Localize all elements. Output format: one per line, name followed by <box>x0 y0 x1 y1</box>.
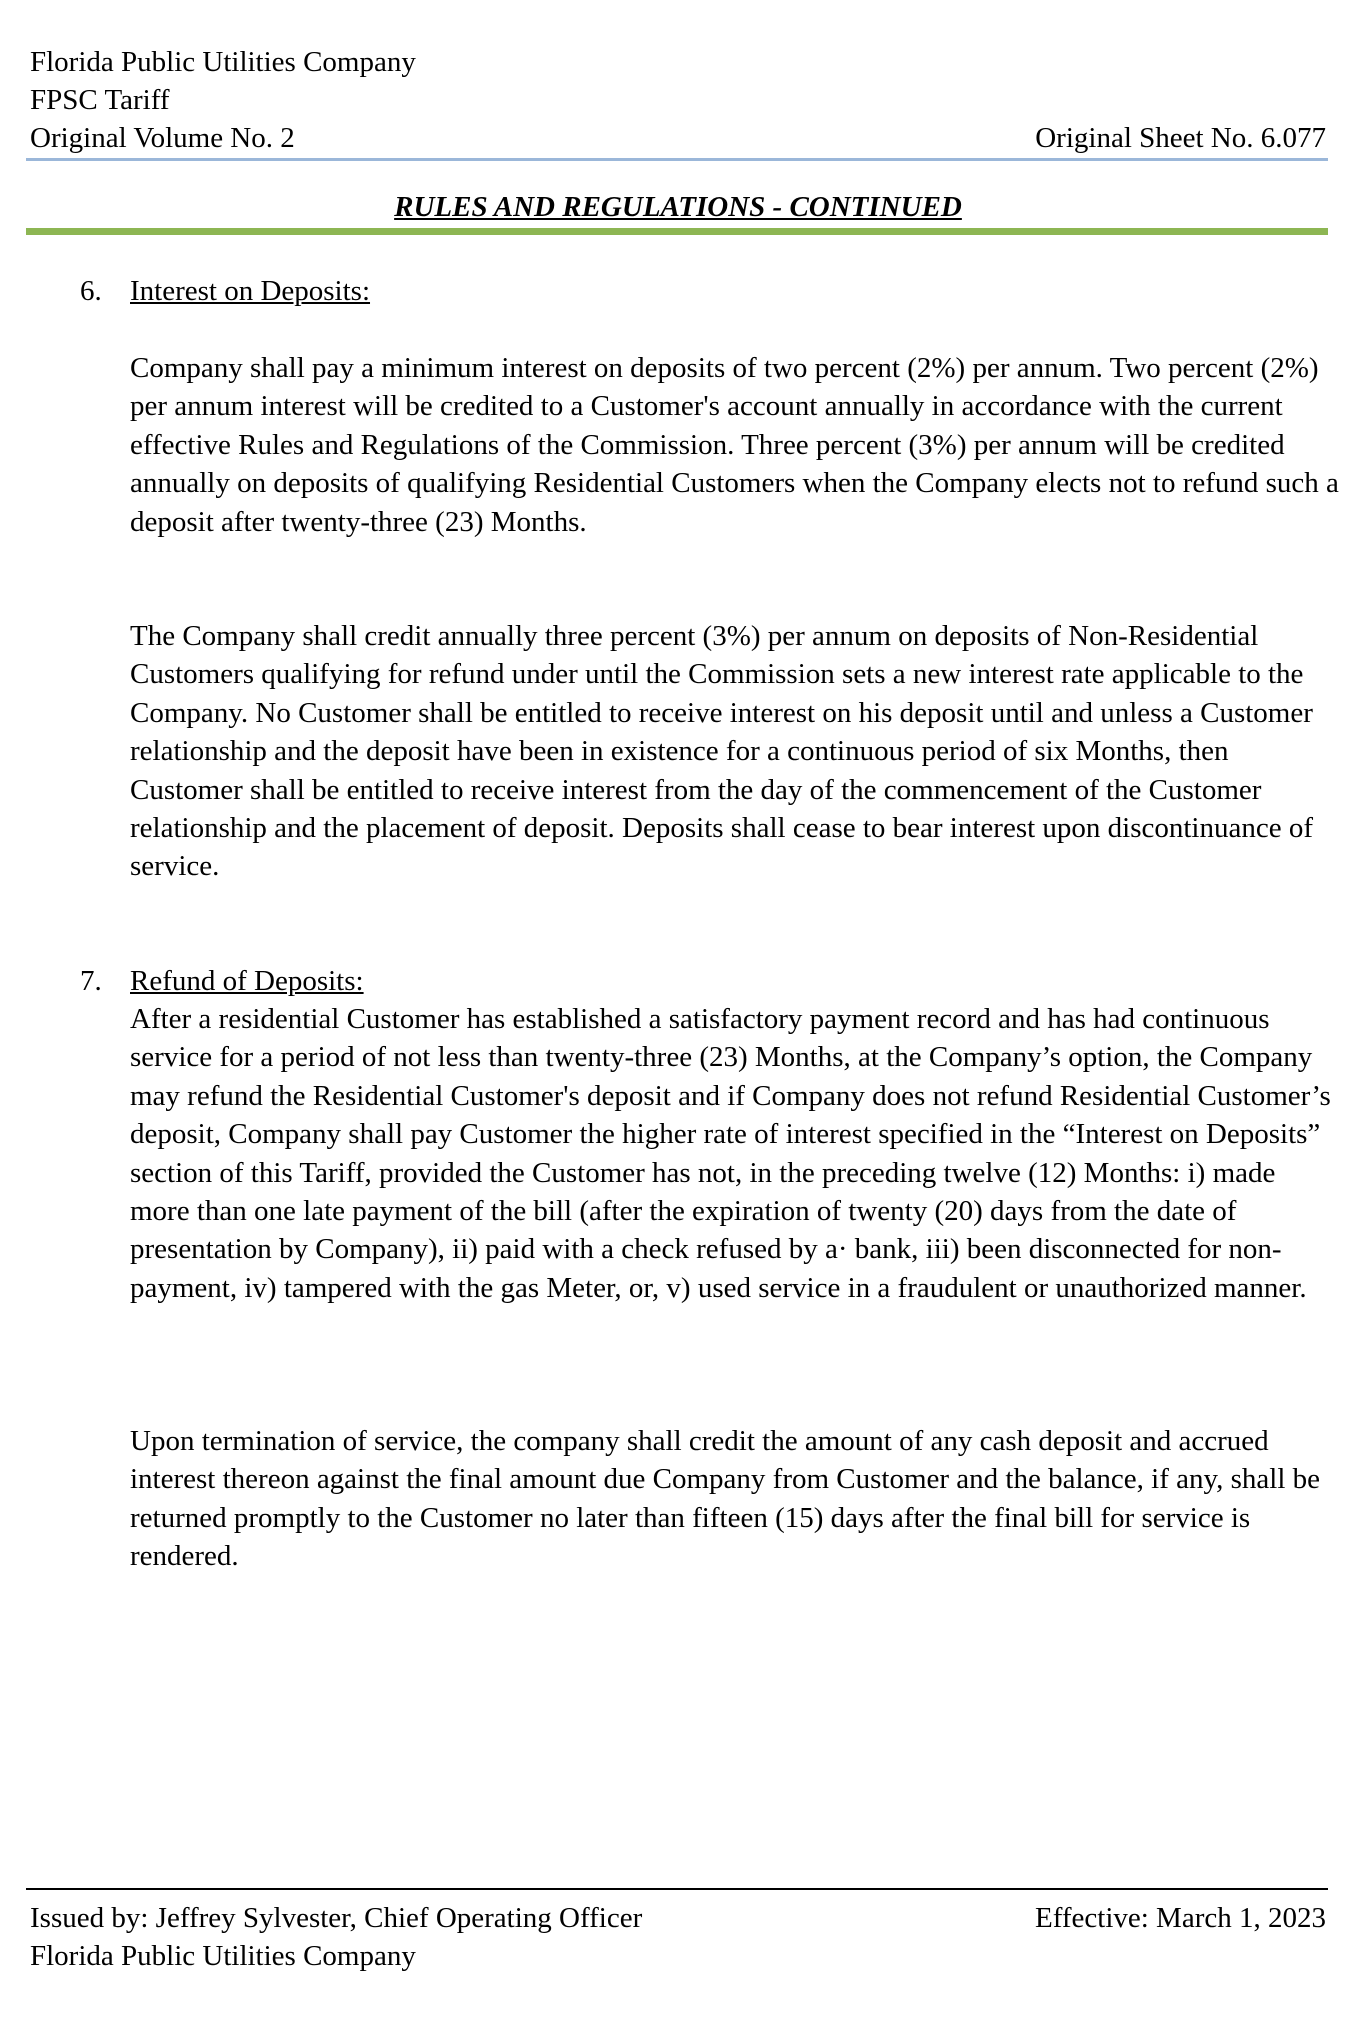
paragraph-interest-rates: Company shall pay a minimum interest on deposits of two percent (2%) per annum. Two percent (2%) per annum interest will be credited to a Customer's account annually in accordance with the current effective Rules and Regulations of the Commission. Three percent (3%) per annum will be credited annually on deposits of qualifying Residential Customers when the Company elects not to refund such a deposit after twenty-three (23) Months. <box>130 352 1339 538</box>
footer-divider <box>26 1888 1328 1890</box>
header-divider <box>26 158 1328 161</box>
footer-effective-date: Effective: March 1, 2023 <box>1035 1902 1326 1934</box>
paragraph-non-residential-interest: The Company shall credit annually three percent (3%) per annum on deposits of Non-Residential Customers qualifying for refund under until the Commission sets a new interest rate applicable to the Company. No Customer shall be entitled to receive interest on his deposit until and unless a Customer relationship and the deposit have been in existence for a continuous period of six Months, then Customer shall be entitled to receive interest from the day of the commencement of the Customer relationship and the placement of deposit. Deposits shall cease to bear interest upon discontinuance of service. <box>130 620 1314 883</box>
header-sheet-number: Original Sheet No. 6.077 <box>1035 122 1326 154</box>
header-company: Florida Public Utilities Company <box>30 46 416 78</box>
paragraph-refund-conditions: After a residential Customer has established a satisfactory payment record and has had continuous service for a period of not less than twenty-three (23) Months, at the Company’s option, the Company may refund the Residential Customer's deposit and if Company does not refund Residential Customer’s deposit, Company shall pay Customer the higher rate of interest specified in the “Interest on Deposits” section of this Tariff, provided the Customer has not, in the preceding twelve (12) Months: i) made more than one late payment of the bill (after the expiration of twenty (20) days from the date of presentation by Company), ii) paid with a check refused by a· bank, iii) been disconnected for non-payment, iv) tampered with the gas Meter, or, v) used service in a fraudulent or unauthorized manner. <box>130 1003 1331 1304</box>
section-divider <box>26 228 1328 235</box>
header-volume: Original Volume No. 2 <box>30 122 295 154</box>
item-heading-refund-of-deposits: Refund of Deposits: <box>130 965 364 997</box>
section-title: RULES AND REGULATIONS - CONTINUED <box>394 191 962 223</box>
item-heading-interest-on-deposits: Interest on Deposits: <box>130 275 371 307</box>
header-tariff: FPSC Tariff <box>30 84 170 116</box>
footer-issued-by: Issued by: Jeffrey Sylvester, Chief Operating Officer <box>30 1902 643 1934</box>
footer-company: Florida Public Utilities Company <box>30 1940 416 1972</box>
paragraph-termination-credit: Upon termination of service, the company shall credit the amount of any cash deposit and accrued interest thereon against the final amount due Company from Customer and the balance, if any, shall be returned promptly to the Customer no later than fifteen (15) days after the final bill for service is rendered. <box>130 1425 1320 1573</box>
item-number: 6. <box>80 275 102 307</box>
item-number: 7. <box>80 965 102 997</box>
